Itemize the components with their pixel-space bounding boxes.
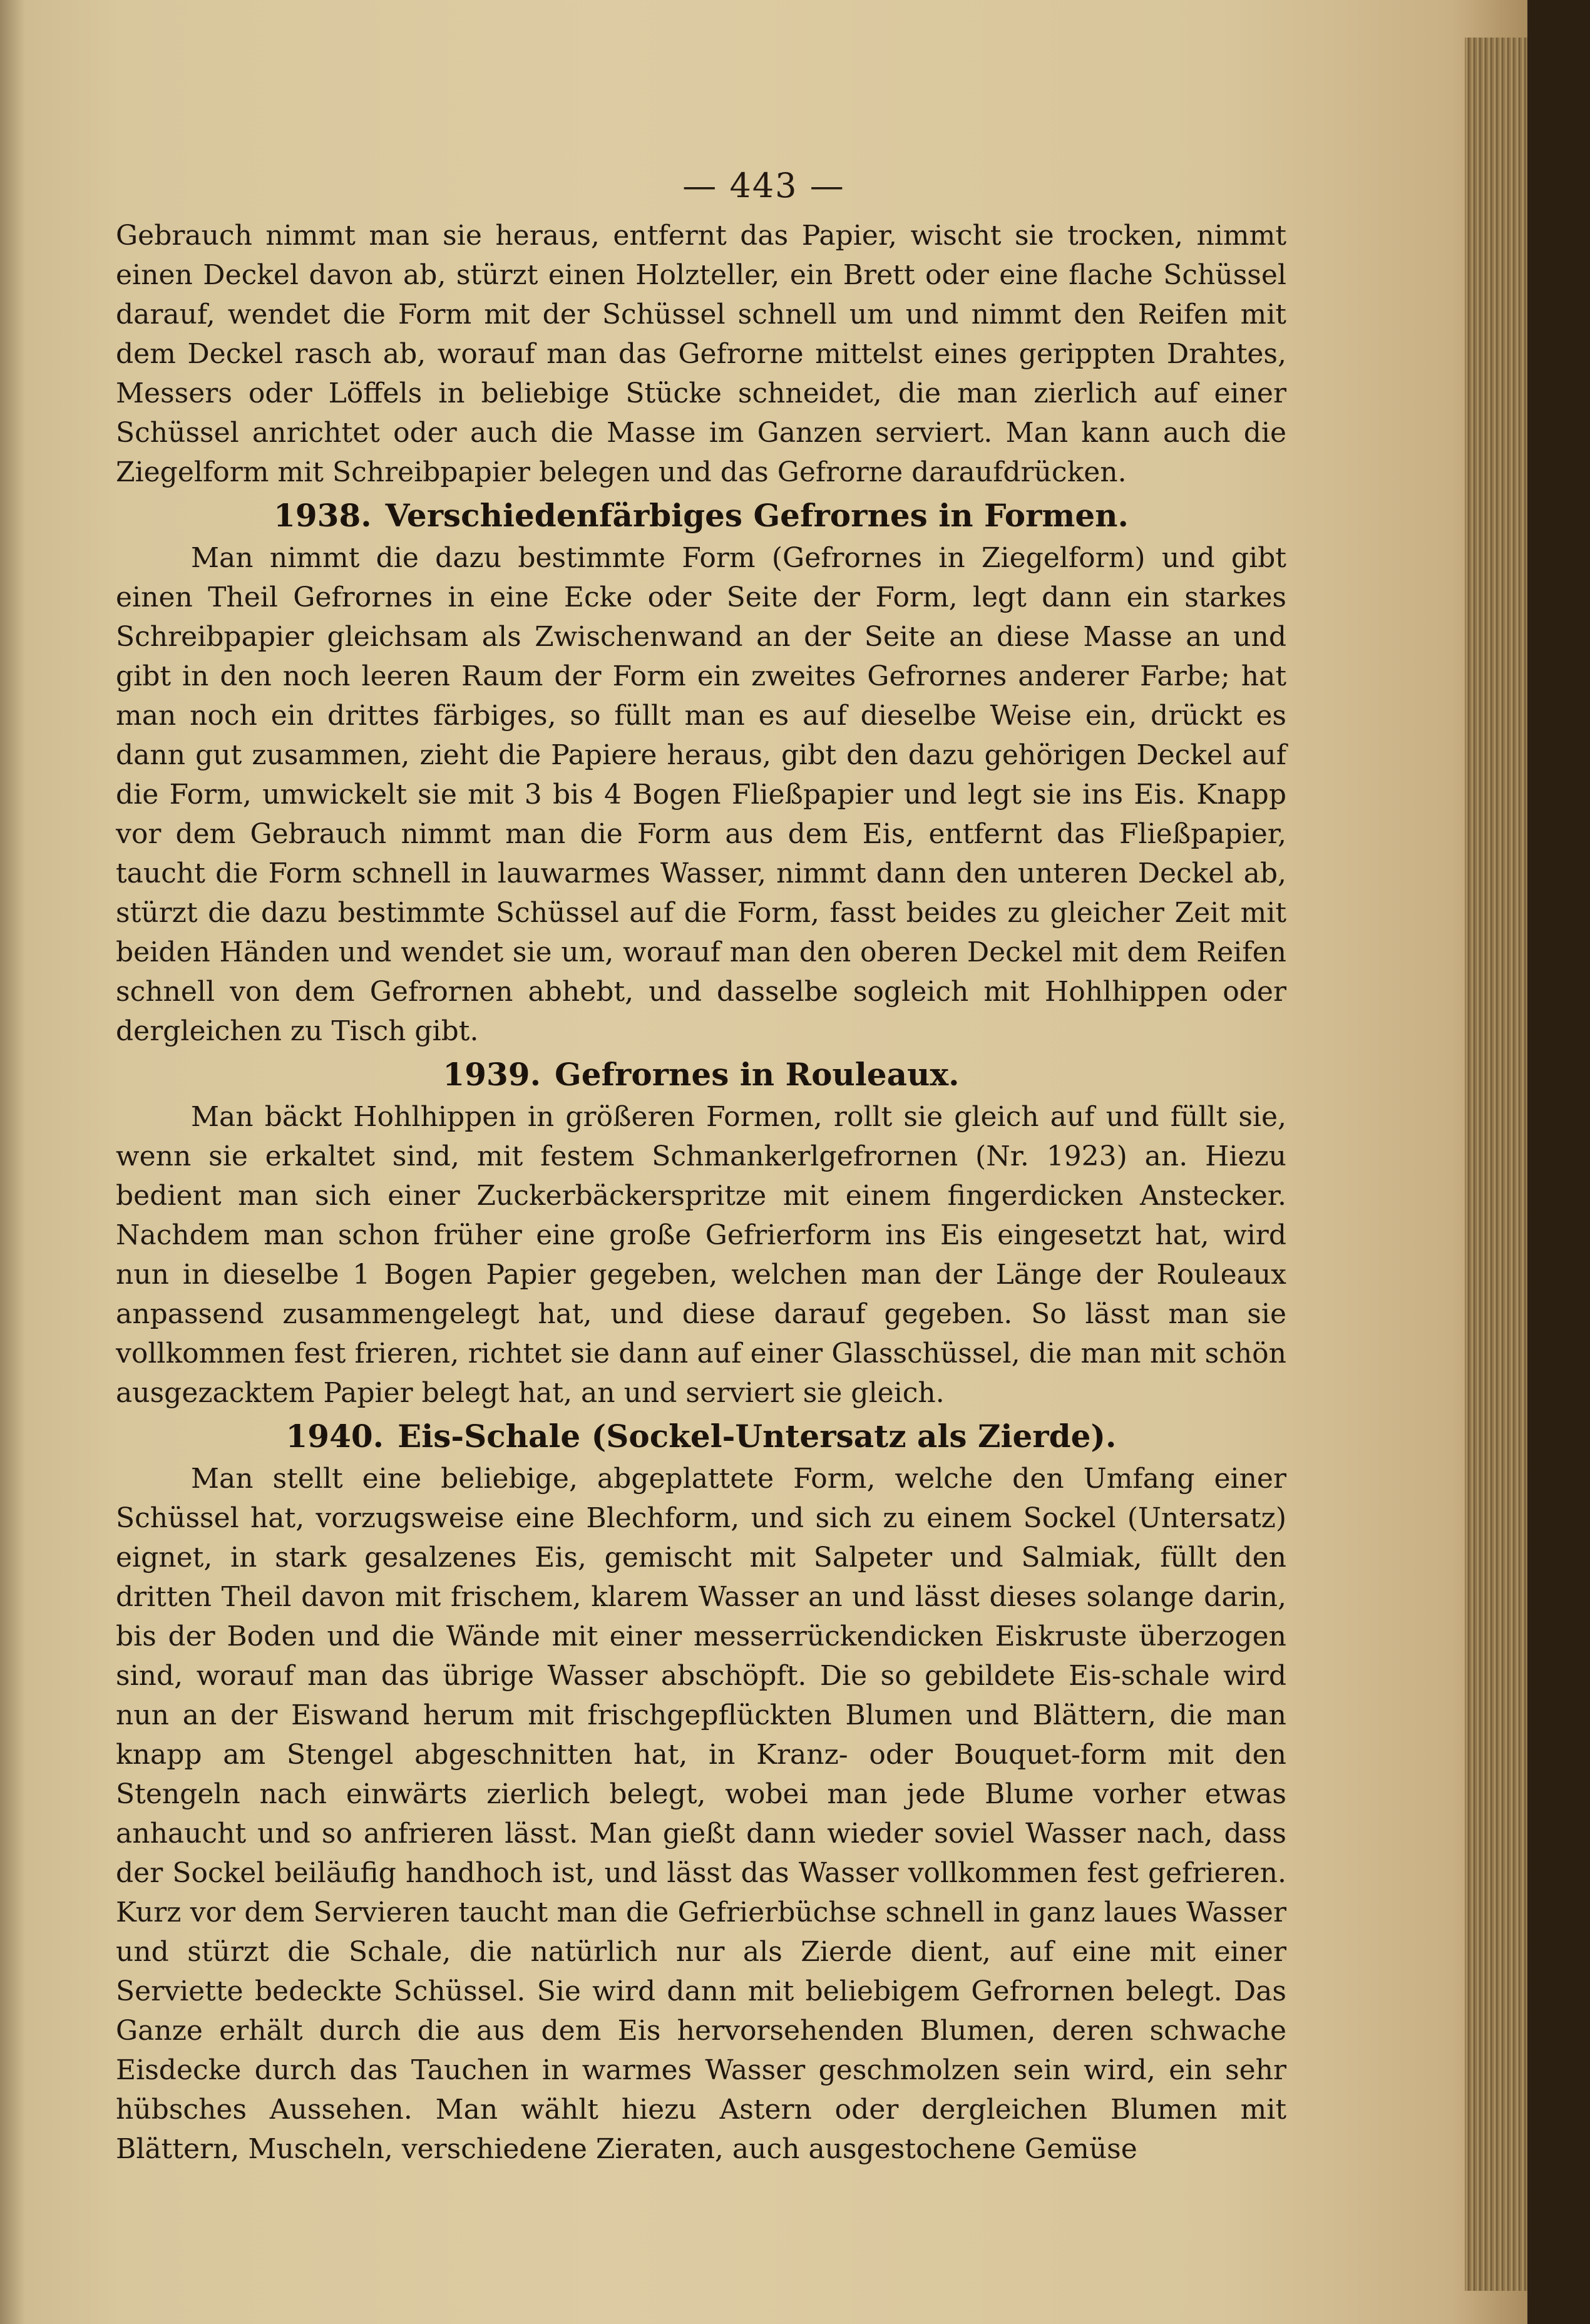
page-content bbox=[116, 216, 1286, 2169]
recipe-number: 1940. bbox=[285, 1418, 384, 1455]
spine-shadow bbox=[0, 0, 25, 2324]
recipe-heading-1938 bbox=[116, 493, 1286, 538]
recipe-title: Verschiedenfärbiges Gefrornes in Formen. bbox=[385, 497, 1129, 534]
recipe-title: Eis-Schale (Sockel-Untersatz als Zierde). bbox=[398, 1418, 1117, 1455]
recipe-number: 1938. bbox=[274, 497, 372, 534]
recipe-heading-1939 bbox=[116, 1052, 1286, 1097]
recipe-text-1938: Man nimmt die dazu bestimmte Form (Gefrornes in Ziegelform) und gibt einen Theil Gefrornes in eine Ecke oder Seite der Form, legt dann ein starkes Schreibpapier gleichsam als Zwischenwand an der Seite an diese Masse an und gibt in den noch leeren Raum der Form ein zweites Gefrornes anderer Farbe; hat man noch ein drittes färbiges, so füllt man es auf dieselbe Weise ein, drückt es dann gut zusammen, zieht die Papiere heraus, gibt den dazu gehörigen Deckel auf die Form, umwickelt sie mit 3 bis 4 Bogen Fließpapier und legt sie ins Eis. Knapp vor dem Gebrauch nimmt man die Form aus dem Eis, entfernt das Fließpapier, taucht die Form schnell in lauwarmes Wasser, nimmt dann den unteren Deckel ab, stürzt die dazu bestimmte Schüssel auf die Form, fasst beides zu gleicher Zeit mit beiden Händen und wendet sie um, worauf man den oberen Deckel mit dem Reifen schnell von dem Gefrornen abhebt, und dasselbe sogleich mit Hohlhippen oder dergleichen zu Tisch gibt. bbox=[116, 542, 1286, 1047]
recipe-heading-1940 bbox=[116, 1414, 1286, 1459]
intro-paragraph: Gebrauch nimmt man sie heraus, entfernt das Papier, wischt sie trocken, nimmt einen Deckel davon ab, stürzt einen Holzteller, ein Brett oder eine flache Schüssel darauf, wendet die Form mit der Schüssel schnell um und nimmt den Reifen mit dem Deckel rasch ab, worauf man das Gefrorne mittelst eines gerippten Drahtes, Messers oder Löffels in beliebige Stücke schneidet, die man zierlich auf einer Schüssel anrichtet oder auch die Masse im Ganzen serviert. Man kann auch die Ziegelform mit Schreibpapier belegen und das Gefrorne daraufdrücken. bbox=[116, 220, 1286, 488]
recipe-number: 1939. bbox=[443, 1056, 541, 1093]
page-number: — 443 — bbox=[682, 166, 845, 205]
page-edges bbox=[1465, 38, 1527, 2291]
recipe-title: Gefrornes in Rouleaux. bbox=[555, 1056, 960, 1093]
recipe-text-1939: Man bäckt Hohlhippen in größeren Formen, rollt sie gleich auf und füllt sie, wenn sie erkaltet sind, mit festem Schmankerlgefrornen (Nr. 1923) an. Hiezu bedient man sich einer Zuckerbäckerspritze mit einem fingerdicken Anstecker. Nachdem man schon früher eine große Gefrierform ins Eis eingesetzt hat, wird nun in dieselbe 1 Bogen Papier gegeben, welchen man der Länge der Rouleaux anpassend zusammengelegt hat, und diese darauf gegeben. So lässt man sie vollkommen fest frieren, richtet sie dann auf einer Glasschüssel, die man mit schön ausgezacktem Papier belegt hat, an und serviert sie gleich. bbox=[116, 1101, 1286, 1409]
recipe-text-1940: Man stellt eine beliebige, abgeplattete Form, welche den Umfang einer Schüssel hat, vorzugsweise eine Blechform, und sich zu einem Sockel (Untersatz) eignet, in stark gesalzenes Eis, gemischt mit Salpeter und Salmiak, füllt den dritten Theil davon mit frischem, klarem Wasser an und lässt dieses solange darin, bis der Boden und die Wände mit einer messerrückendicken Eiskruste überzogen sind, worauf man das übrige Wasser abschöpft. Die so gebildete Eis-schale wird nun an der Eiswand herum mit frischgepflückten Blumen und Blättern, die man knapp am Stengel abgeschnitten hat, in Kranz- oder Bouquet-form mit den Stengeln nach einwärts zierlich belegt, wobei man jede Blume vorher etwas anhaucht und so anfrieren lässt. Man gießt dann wieder soviel Wasser nach, dass der Sockel beiläufig handhoch ist, und lässt das Wasser vollkommen fest gefrieren. Kurz vor dem Servieren taucht man die Gefrierbüchse schnell in ganz laues Wasser und stürzt die Schale, die natürlich nur als Zierde dient, auf eine mit einer Serviette bedeckte Schüssel. Sie wird dann mit beliebigem Gefrornen belegt. Das Ganze erhält durch die aus dem Eis hervorsehenden Blumen, deren schwache Eisdecke durch das Tauchen in warmes Wasser geschmolzen sein wird, ein sehr hübsches Aussehen. Man wählt hiezu Astern oder dergleichen Blumen mit Blättern, Muscheln, verschiedene Zieraten, auch ausgestochene Gemüse bbox=[116, 1463, 1286, 2165]
